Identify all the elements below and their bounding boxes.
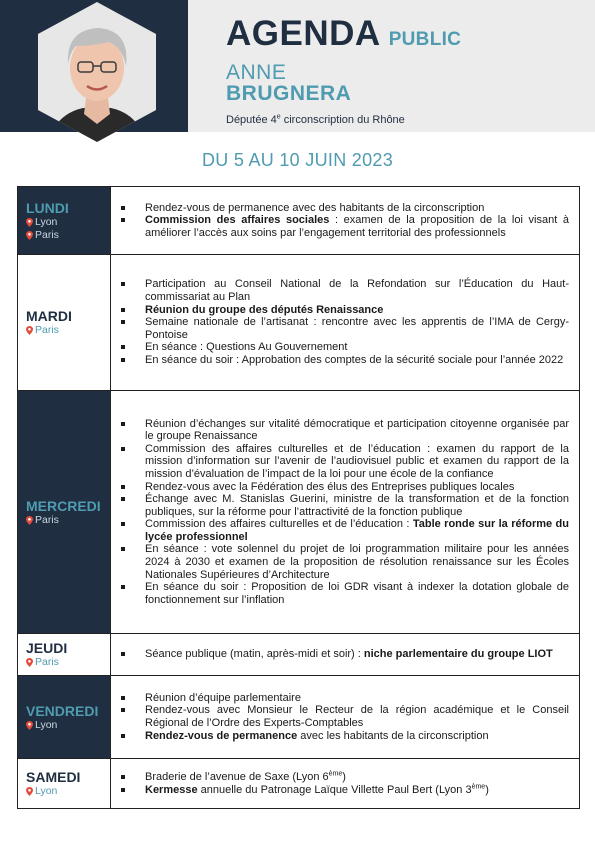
event-bold-text: Commission des affaires sociales — [145, 214, 330, 227]
event-item — [119, 543, 569, 581]
location-label: Lyon — [35, 215, 58, 228]
event-item — [119, 278, 569, 303]
events-cell — [111, 391, 580, 634]
agenda-row — [18, 634, 580, 676]
location — [26, 216, 106, 229]
day-name: SAMEDI — [26, 769, 81, 785]
event-text: Rendez-vous de permanence avec des habitants de la circonscription — [145, 201, 485, 214]
event-item — [119, 730, 569, 743]
location-label: Paris — [35, 513, 59, 526]
day-cell — [18, 634, 111, 676]
event-text: Participation au Conseil National de la Refondation sur l’Éducation du Haut-commissariat au Plan — [145, 278, 569, 304]
event-text: avec les habitants de la circonscription — [297, 729, 489, 742]
events-cell — [111, 676, 580, 759]
events-list — [119, 418, 569, 607]
event-text: En séance : vote solennel du projet de loi programmation militaire pour les années 2024 à 2030 et examen de la proposition de résolution renaissance sur les Écoles Nationales Supérieures d’Architecture — [145, 543, 569, 581]
subtitle: Députée 4e circonscription du Rhône — [226, 113, 405, 126]
header — [0, 0, 595, 132]
last-name: BRUGNERA — [226, 82, 352, 105]
event-text: En séance du soir : Proposition de loi GDR visant à indexer la dotation globale de fonctionnement sur l’inflation — [145, 581, 569, 606]
events-list — [119, 278, 569, 366]
location — [26, 514, 106, 527]
event-text: Réunion d’équipe parlementaire — [145, 691, 301, 704]
event-text: Braderie de l’avenue de Saxe (Lyon 6 — [145, 770, 329, 783]
first-name: ANNE — [226, 61, 287, 84]
location — [26, 324, 106, 337]
agenda-row — [18, 255, 580, 391]
day-cell — [18, 676, 111, 759]
event-item — [119, 202, 569, 215]
events-list — [119, 692, 569, 742]
location-label: Paris — [35, 228, 59, 241]
event-text: Rendez-vous avec la Fédération des élus des Entreprises publiques locales — [145, 480, 515, 493]
day-name: MARDI — [26, 308, 72, 324]
location-label: Paris — [35, 656, 59, 668]
title-suffix: PUBLIC — [388, 29, 462, 50]
event-item — [119, 418, 569, 443]
event-bold-text: Réunion du groupe des députés Renaissance — [145, 303, 384, 316]
event-superscript: ème — [471, 782, 486, 790]
event-text: : examen de la proposition de la loi visant à améliorer l’accès aux soins par l’engagement territorial des professionnels — [145, 214, 569, 239]
event-item — [119, 493, 569, 518]
event-item — [119, 214, 569, 239]
event-item — [119, 784, 569, 797]
event-text: Commission des affaires culturelles et de l’éducation : examen du rapport de la mission d’information sur l’avenir de l’audiovisuel public et examen du rapport de la mission d’évaluation de l’impact de la loi pour une école de la confiance — [145, 442, 569, 480]
location-pin-icon — [26, 326, 33, 335]
location-label: Paris — [35, 324, 59, 336]
agenda-row — [18, 676, 580, 759]
event-text: Réunion d’échanges sur vitalité démocratique et participation citoyenne organisée par le groupe Renaissance — [145, 417, 569, 443]
day-cell — [18, 759, 111, 809]
location-pin-icon — [26, 516, 33, 525]
location-pin-icon — [26, 721, 33, 730]
event-item — [119, 354, 569, 367]
events-cell — [111, 255, 580, 391]
event-item — [119, 518, 569, 543]
event-item — [119, 692, 569, 705]
agenda-row — [18, 391, 580, 634]
location — [26, 656, 106, 669]
day-cell — [18, 255, 111, 391]
event-item — [119, 771, 569, 784]
portrait-photo — [38, 2, 156, 142]
location — [26, 229, 106, 242]
location-label: Lyon — [35, 785, 58, 797]
event-item — [119, 443, 569, 481]
event-item — [119, 581, 569, 606]
event-bold-text: Kermesse — [145, 783, 198, 796]
location-pin-icon — [26, 658, 33, 667]
event-text: annuelle du Patronage Laïque Villette Paul Bert (Lyon 3 — [197, 783, 472, 796]
event-bold-text: niche parlementaire du groupe LIOT — [363, 648, 553, 661]
day-name: VENDREDI — [26, 702, 99, 719]
day-name: MERCREDI — [26, 497, 101, 514]
event-item — [119, 341, 569, 354]
location — [26, 785, 106, 798]
agenda-row — [18, 759, 580, 809]
event-text: Séance publique (matin, après-midi et soir) : — [145, 648, 364, 661]
location-pin-icon — [26, 231, 33, 240]
event-text: Commission des affaires culturelles et de l’éducation : — [145, 518, 413, 531]
event-bold-text: Rendez-vous de permanence — [145, 729, 298, 742]
events-list — [119, 202, 569, 240]
event-item — [119, 316, 569, 341]
day-cell — [18, 391, 111, 634]
location-label: Lyon — [35, 718, 58, 731]
events-cell — [111, 759, 580, 809]
agenda-row — [18, 187, 580, 255]
event-text: Rendez-vous avec Monsieur le Recteur de la région académique et le Conseil Régional de l’Ordre des Experts-Comptables — [145, 704, 569, 729]
location-pin-icon — [26, 787, 33, 796]
event-item — [119, 481, 569, 494]
event-text: Échange avec M. Stanislas Guerini, ministre de la transformation et de la fonction publiques, sur la réforme pour l’attractivité de la fonction publique — [145, 493, 569, 518]
event-bold-text: Table ronde sur la réforme du lycée professionnel — [145, 518, 569, 543]
agenda-table — [17, 186, 580, 809]
events-cell — [111, 187, 580, 255]
location — [26, 719, 106, 732]
events-list — [119, 648, 569, 661]
date-range: DU 5 AU 10 JUIN 2023 — [201, 150, 394, 170]
day-cell — [18, 187, 111, 255]
page-title: AGENDA PUBLIC — [226, 14, 462, 53]
day-name: JEUDI — [26, 640, 68, 656]
event-text: En séance du soir : Approbation des comptes de la sécurité sociale pour l’année 2022 — [145, 353, 564, 366]
event-item — [119, 648, 569, 661]
day-name: LUNDI — [26, 199, 69, 216]
event-item — [119, 304, 569, 317]
event-superscript: ème — [328, 770, 343, 778]
events-list — [119, 771, 569, 796]
event-text-suffix: ) — [485, 783, 489, 796]
title-block — [226, 14, 586, 126]
event-text: En séance : Questions Au Gouvernement — [145, 341, 348, 354]
events-cell — [111, 634, 580, 676]
event-text: Semaine nationale de l’artisanat : rencontre avec les apprentis de l’IMA de Cergy-Pontoise — [145, 316, 569, 341]
event-text-suffix: ) — [342, 770, 346, 783]
location-pin-icon — [26, 218, 33, 227]
event-item — [119, 704, 569, 729]
